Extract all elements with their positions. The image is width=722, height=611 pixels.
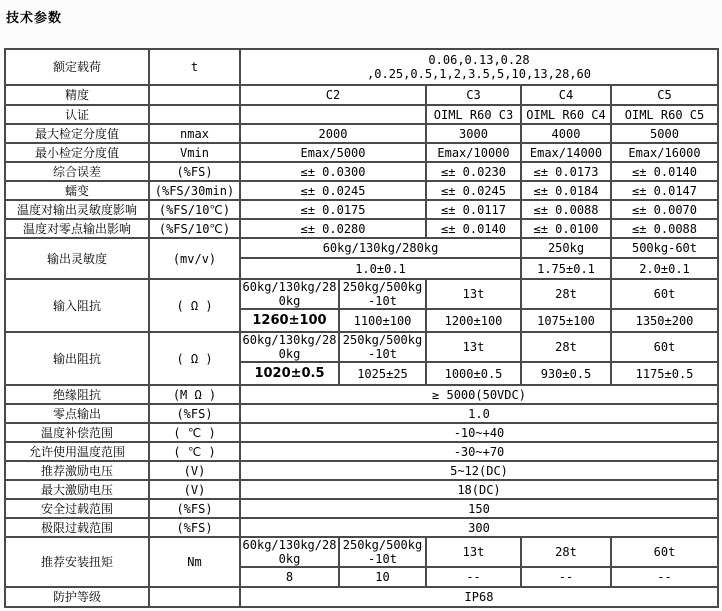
nmax-c3: 3000 [426,124,521,143]
vmin-label: 最小检定分度值 [5,143,149,162]
protection-class-value: IP68 [240,587,718,607]
operating-temp-range-value: -30~+70 [240,442,718,461]
output-sensitivity-label: 输出灵敏度 [5,238,149,279]
ultimate-overload-range-unit: (%FS) [149,518,240,537]
row-temp-compensation-range [5,423,718,442]
input-impedance-value-2: 1100±100 [339,309,426,332]
row-vmin [5,143,718,162]
accuracy-unit [149,85,240,105]
mounting-torque-range-1: 60kg/130kg/280kg [240,537,339,567]
temp-effect-sensitivity-c2: ≤± 0.0175 [240,200,426,219]
spec-table [4,48,719,608]
combined-error-label: 综合误差 [5,162,149,181]
accuracy-c2: C2 [240,85,426,105]
accuracy-c4: C4 [521,85,611,105]
mounting-torque-value-3: -- [426,567,521,587]
creep-c5: ≤± 0.0147 [611,181,718,200]
zero-output-label: 零点输出 [5,404,149,423]
zero-output-value: 1.0 [240,404,718,423]
output-sensitivity-range-1: 60kg/130kg/280kg [240,238,521,258]
temp-compensation-range-label: 温度补偿范围 [5,423,149,442]
row-output-sensitivity-header [5,238,718,258]
temp-effect-sensitivity-c5: ≤± 0.0070 [611,200,718,219]
ultimate-overload-range-value: 300 [240,518,718,537]
nmax-c4: 4000 [521,124,611,143]
row-protection-class [5,587,718,607]
temp-effect-zero-unit: (%FS/10℃) [149,219,240,238]
vmin-c4: Emax/14000 [521,143,611,162]
output-sensitivity-range-3: 500kg-60t [611,238,718,258]
input-impedance-value-3: 1200±100 [426,309,521,332]
page-title: 技术参数 [6,11,63,26]
row-nmax [5,124,718,143]
recommended-excitation-voltage-value: 5~12(DC) [240,461,718,480]
row-combined-error [5,162,718,181]
certification-c4: OIML R60 C4 [521,105,611,124]
creep-unit: (%FS/30min) [149,181,240,200]
rated-load-value-line1: 0.06,0.13,0.28 [428,53,530,67]
insulation-impedance-unit: (M Ω ) [149,385,240,404]
nmax-unit: nmax [149,124,240,143]
max-excitation-voltage-unit: (V) [149,480,240,499]
accuracy-label: 精度 [5,85,149,105]
temp-effect-zero-c5: ≤± 0.0088 [611,219,718,238]
temp-effect-sensitivity-c3: ≤± 0.0117 [426,200,521,219]
row-certification [5,105,718,124]
output-impedance-range-5: 60t [611,332,718,362]
temp-effect-zero-c3: ≤± 0.0140 [426,219,521,238]
row-input-impedance-header [5,279,718,309]
nmax-label: 最大检定分度值 [5,124,149,143]
row-accuracy [5,85,718,105]
max-excitation-voltage-value: 18(DC) [240,480,718,499]
accuracy-c3: C3 [426,85,521,105]
input-impedance-range-5: 60t [611,279,718,309]
output-sensitivity-value-2: 1.75±0.1 [521,258,611,279]
row-temp-effect-sensitivity [5,200,718,219]
input-impedance-value-1: 1260±100 [240,309,339,332]
safe-overload-range-value: 150 [240,499,718,518]
mounting-torque-value-1: 8 [240,567,339,587]
input-impedance-label: 输入阻抗 [5,279,149,332]
output-impedance-value-1: 1020±0.5 [240,362,339,385]
input-impedance-range-1: 60kg/130kg/280kg [240,279,339,309]
output-impedance-label: 输出阻抗 [5,332,149,385]
operating-temp-range-label: 允许使用温度范围 [5,442,149,461]
rated-load-value-line2: ,0.25,0.5,1,2,3.5,5,10,13,28,60 [367,67,591,81]
output-impedance-value-2: 1025±25 [339,362,426,385]
vmin-unit: Vmin [149,143,240,162]
combined-error-c4: ≤± 0.0173 [521,162,611,181]
row-max-excitation-voltage [5,480,718,499]
safe-overload-range-unit: (%FS) [149,499,240,518]
mounting-torque-value-4: -- [521,567,611,587]
protection-class-unit [149,587,240,607]
rated-load-label: 额定载荷 [5,49,149,85]
rated-load-unit: t [149,49,240,85]
recommended-excitation-voltage-unit: (V) [149,461,240,480]
output-impedance-value-5: 1175±0.5 [611,362,718,385]
row-ultimate-overload-range [5,518,718,537]
vmin-c3: Emax/10000 [426,143,521,162]
row-creep [5,181,718,200]
output-impedance-range-2: 250kg/500kg-10t [339,332,426,362]
row-temp-effect-zero [5,219,718,238]
temp-effect-sensitivity-unit: (%FS/10℃) [149,200,240,219]
output-sensitivity-value-3: 2.0±0.1 [611,258,718,279]
certification-unit [149,105,240,124]
creep-c3: ≤± 0.0245 [426,181,521,200]
row-output-impedance-header [5,332,718,362]
zero-output-unit: (%FS) [149,404,240,423]
temp-compensation-range-value: -10~+40 [240,423,718,442]
output-sensitivity-unit: (mv/v) [149,238,240,279]
certification-c5: OIML R60 C5 [611,105,718,124]
mounting-torque-range-3: 13t [426,537,521,567]
mounting-torque-value-5: -- [611,567,718,587]
mounting-torque-range-4: 28t [521,537,611,567]
ultimate-overload-range-label: 极限过载范围 [5,518,149,537]
rated-load-value [240,49,718,85]
row-mounting-torque-header [5,537,718,567]
creep-label: 蠕变 [5,181,149,200]
temp-effect-zero-label: 温度对零点输出影响 [5,219,149,238]
output-impedance-value-3: 1000±0.5 [426,362,521,385]
mounting-torque-label: 推荐安装扭矩 [5,537,149,587]
certification-c2 [240,105,426,124]
certification-label: 认证 [5,105,149,124]
nmax-c5: 5000 [611,124,718,143]
temp-effect-sensitivity-c4: ≤± 0.0088 [521,200,611,219]
output-sensitivity-range-2: 250kg [521,238,611,258]
creep-c4: ≤± 0.0184 [521,181,611,200]
nmax-c2: 2000 [240,124,426,143]
mounting-torque-range-5: 60t [611,537,718,567]
certification-c3: OIML R60 C3 [426,105,521,124]
output-impedance-unit: ( Ω ) [149,332,240,385]
input-impedance-value-4: 1075±100 [521,309,611,332]
row-insulation-impedance [5,385,718,404]
input-impedance-unit: ( Ω ) [149,279,240,332]
max-excitation-voltage-label: 最大激励电压 [5,480,149,499]
mounting-torque-range-2: 250kg/500kg-10t [339,537,426,567]
input-impedance-value-5: 1350±200 [611,309,718,332]
temp-effect-sensitivity-label: 温度对输出灵敏度影响 [5,200,149,219]
input-impedance-range-4: 28t [521,279,611,309]
output-impedance-range-3: 13t [426,332,521,362]
protection-class-label: 防护等级 [5,587,149,607]
combined-error-c3: ≤± 0.0230 [426,162,521,181]
recommended-excitation-voltage-label: 推荐激励电压 [5,461,149,480]
vmin-c2: Emax/5000 [240,143,426,162]
temp-compensation-range-unit: ( ℃ ) [149,423,240,442]
accuracy-c5: C5 [611,85,718,105]
safe-overload-range-label: 安全过载范围 [5,499,149,518]
output-sensitivity-value-1: 1.0±0.1 [240,258,521,279]
output-impedance-range-4: 28t [521,332,611,362]
combined-error-c5: ≤± 0.0140 [611,162,718,181]
mounting-torque-value-2: 10 [339,567,426,587]
temp-effect-zero-c2: ≤± 0.0280 [240,219,426,238]
output-impedance-range-1: 60kg/130kg/280kg [240,332,339,362]
row-zero-output [5,404,718,423]
vmin-c5: Emax/16000 [611,143,718,162]
row-operating-temp-range [5,442,718,461]
input-impedance-range-2: 250kg/500kg-10t [339,279,426,309]
combined-error-c2: ≤± 0.0300 [240,162,426,181]
row-safe-overload-range [5,499,718,518]
mounting-torque-unit: Nm [149,537,240,587]
creep-c2: ≤± 0.0245 [240,181,426,200]
combined-error-unit: (%FS) [149,162,240,181]
operating-temp-range-unit: ( ℃ ) [149,442,240,461]
output-impedance-value-4: 930±0.5 [521,362,611,385]
row-rated-load [5,49,718,85]
insulation-impedance-label: 绝缘阻抗 [5,385,149,404]
insulation-impedance-value: ≥ 5000(50VDC) [240,385,718,404]
input-impedance-range-3: 13t [426,279,521,309]
temp-effect-zero-c4: ≤± 0.0100 [521,219,611,238]
row-recommended-excitation-voltage [5,461,718,480]
